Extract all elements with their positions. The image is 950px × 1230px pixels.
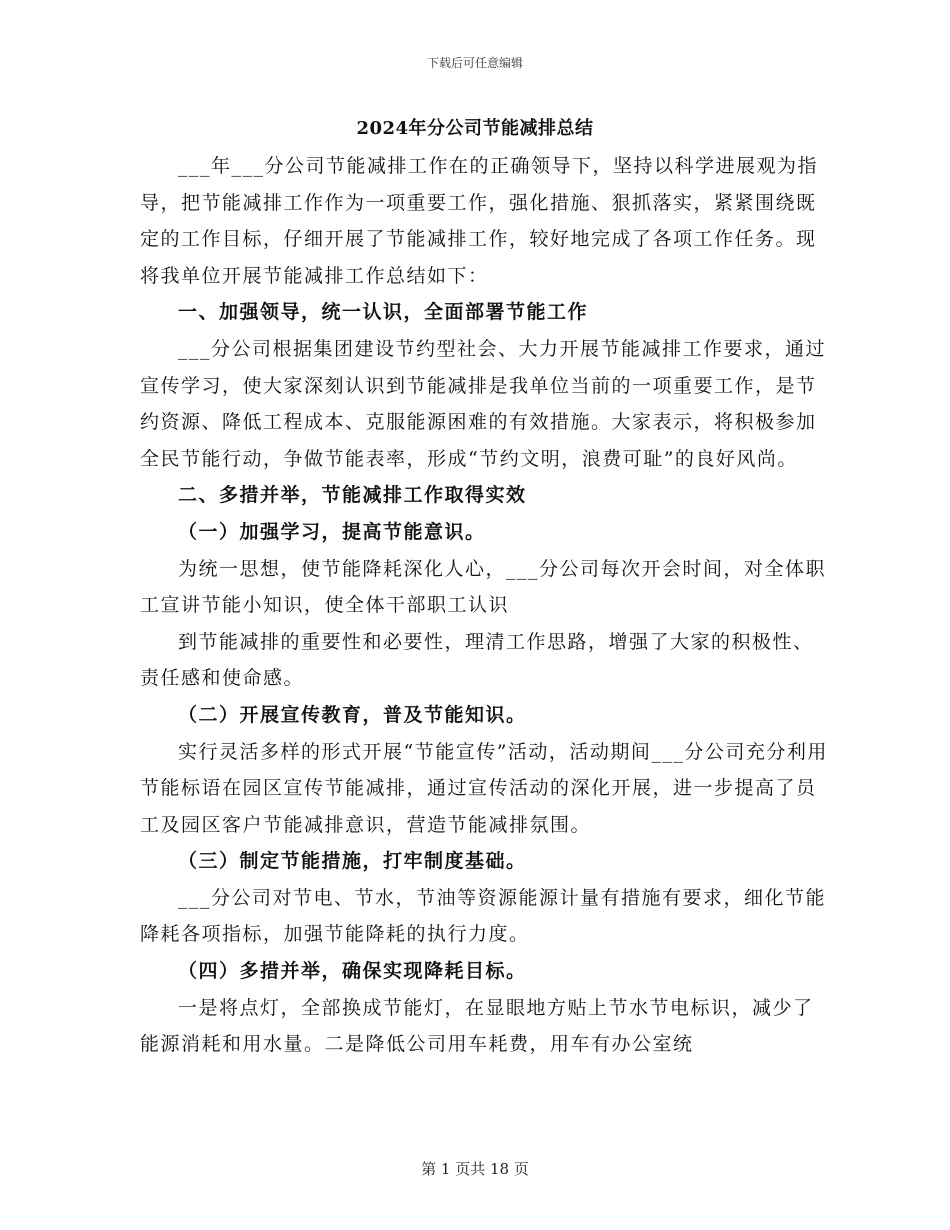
subsection-heading-4: （四）多措并举，确保实现降耗目标。 (178, 960, 527, 983)
subsection-heading-2: （二）开展宣传教育，普及节能知识。 (178, 703, 527, 726)
page-number-footer: 第 1 页共 18 页 (421, 1160, 529, 1178)
paragraph-subsection-1b: 到节能减排的重要性和必要性，理清工作思路，增强了大家的积极性、责任感和使命感。 (140, 630, 814, 690)
section-heading-1: 一、加强领导，统一认识，全面部署节能工作 (178, 301, 589, 324)
header-note: 下载后可任意编辑 (426, 56, 523, 70)
subsection-heading-1: （一）加强学习，提高节能意识。 (178, 520, 486, 543)
paragraph-section-1: ___分公司根据集团建设节约型社会、大力开展节能减排工作要求，通过宣传学习，使大家深刻认识到节能减排是我单位当前的一项重要工作，是节约资源、降低工程成本、克服能源困难的有效措施。大家表示，将积极参加全民节能行动，争做节能表率，形成“节约文明，浪费可耻”的良好风尚。 (140, 337, 827, 470)
paragraph-intro: ___年___分公司节能减排工作在的正确领导下，坚持以科学进展观为指导，把节能减排工作作为一项重要工作，强化措施、狠抓落实，紧紧围绕既定的工作目标，仔细开展了节能减排工作，较好地完成了各项工作任务。现将我单位开展节能减排工作总结如下： (140, 155, 819, 287)
paragraph-subsection-3: ___分公司对节电、节水，节油等资源能源计量有措施有要求，细化节能降耗各项指标，加强节能降耗的执行力度。 (140, 886, 827, 946)
document-body (140, 148, 830, 1063)
subsection-heading-3: （三）制定节能措施，打牢制度基础。 (178, 850, 527, 873)
paragraph-subsection-4: 一是将点灯，全部换成节能灯，在显眼地方贴上节水节电标识，减少了能源消耗和用水量。二是降低公司用车耗费，用车有办公室统 (140, 996, 814, 1056)
paragraph-subsection-1a: 为统一思想，使节能降耗深化人心，___分公司每次开会时间，对全体职工宣讲节能小知识，使全体干部职工认识 (140, 557, 827, 617)
document-title: 2024年分公司节能减排总结 (356, 118, 594, 139)
paragraph-subsection-2: 实行灵活多样的形式开展“节能宣传”活动，活动期间___分公司充分利用节能标语在园区宣传节能减排，通过宣传活动的深化开展，进一步提高了员工及园区客户节能减排意识，营造节能减排氛围。 (140, 740, 828, 836)
section-heading-2: 二、多措并举，节能减排工作取得实效 (178, 484, 527, 507)
